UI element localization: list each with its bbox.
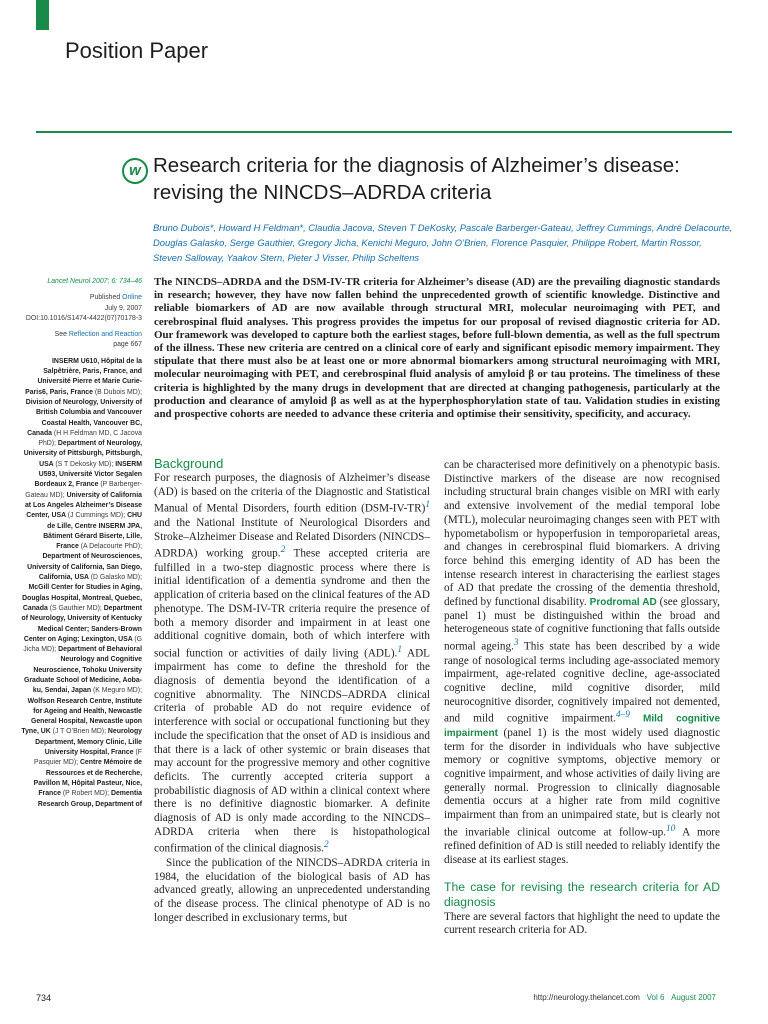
affiliation-list [20, 357, 142, 810]
affiliation-authors: (J T O’Brien MD); [52, 728, 108, 736]
term-mci[interactable]: Mild cognitive impairment [444, 714, 721, 739]
section-marker-bar [36, 0, 49, 30]
affiliation-institution: Department of Neurosciences, University of California, San Diego, California, USA [27, 553, 142, 582]
affiliation-authors: (B Dubois MD); [94, 388, 142, 396]
citation[interactable]: 10 [665, 823, 676, 834]
see-page: page 667 [113, 341, 142, 349]
online-first-icon: w [122, 158, 148, 184]
affiliation-institution: Department of Behavioral Neurology and Cognitive Neuroscience, Tohoku University Graduate School of Medicine, Aoba-ku, Sendai, Japan [23, 646, 142, 695]
affiliation-institution: Neurology Department, Memory Clinic, Lille University Hospital, France [35, 728, 142, 757]
paragraph-4: There are several factors that highlight the need to update the current research criteria for AD. [444, 910, 720, 937]
affiliation-institution: INSERM U593, Université Victor Segalen Bordeaux 2, France [34, 460, 142, 489]
affiliation-institution: University of California at Los Angeles Alzheimer’s Disease Center, USA [24, 491, 142, 520]
published-online: Published Online [89, 294, 142, 302]
body-column-right [444, 459, 720, 938]
affiliation-institution: Division of Neurology, University of British Columbia and Vancouver Coastal Health, Vancouver BC, Canada [25, 398, 142, 437]
affiliation-institution: McGill Center for Studies in Aging, Douglas Hospital, Montreal, Quebec, Canada [22, 584, 142, 612]
see-also: See Reflection and Reaction [54, 331, 142, 339]
paragraph-1: For research purposes, the diagnosis of Alzheimer’s disease (AD) is based on the criteria of the Diagnostic and Statistical Manual of Mental Disorders, fourth edition (DSM-IV-TR)$^1$ and the National Institute of Neurological Disorders and Stroke–Alzheimer Disease and Related Disorders (NINCDS–ADRDA) working group.$^2$ These accepted criteria are fulfilled in a two-step diagnostic process where there is initial identification of a dementia syndrome and then the application of criteria based on the clinical features of the AD phenotype. The DSM-IV-TR criteria require the presence of both a memory disorder and impairment in at least one additional cognitive domain, both of which interfere with social function or activities of daily living (ADL).$^1$ ADL impairment has come to define the threshold for the diagnosis of dementia beyond the identification of a cognitive abnormality. The NINCDS–ADRDA clinical criteria of probable AD do not require evidence of interference with social or occupational functioning but they include the specification that the onset of AD is insidious and that there is a lack of other systemic or brain diseases that may account for the progressive memory and other cognitive deficits. The currently accepted criteria support a probabilistic diagnosis of AD within a clinical context where there is no definitive diagnostic biomarker. A definite diagnosis of AD is only made according to the NINCDS–ADRDA criteria when there is histopathological confirmation of the clinical diagnosis.$^2$ [154, 472, 430, 856]
affiliation-authors: (S Gauthier MD); [49, 604, 104, 612]
paragraph-3: can be characterised more definitively on a phenotypic basis. Distinctive markers of the disease are now recognised including structural brain changes visible on MRI with early and extensive involvement of the medial temporal lobe (MTL), molecular neuroimaging changes seen with PET with hypometabolism or hypoperfusion in temporoparietal areas, and changes in cerebrospinal fluid biomarkers. A driving force behind this emerging identity of AD has been the intense research interest in characterising the earliest stages of AD that predate the crossing of the dementia threshold, defined by functional disability. Prodromal AD (see glossary, panel 1) must be distinguished within the broad and heterogeneous state of cognitive functioning that falls outside normal ageing.$^3$ This state has been described by a wide range of nosological terms including age-associated memory impairment, age-related cognitive decline, age-associated cognitive decline, mild cognitive disorder, mild neurocognitive disorder, cognitively impaired not demented, and mild cognitive impairment.$^{4-9}$ Mild cognitive impairment (panel 1) is the most widely used diagnostic term for the disorder in individuals who have subjective memory or cognitive symptoms, objective memory or cognitive impairment, and whose activities of daily living are generally normal. Progression to clinically diagnosable dementia occurs at a higher rate from mild cognitive impairment than from an unimpaired state, but is clearly not the invariable clinical outcome at follow-up.$^{10}$ A more refined definition of AD is still needed to reliably identify the disease at its earliest stages. [444, 459, 721, 866]
affiliation-authors: (D Galasko MD); [90, 574, 142, 582]
journal-reference: Lancet Neurol 2007; 6: 734–46 [47, 278, 142, 285]
affiliation-institution: CHU de Lille, Centre INSERM JPA, Bâtiment Gérard Biserte, Lille, France [43, 512, 142, 551]
affiliation-institution: Department of Neurology, University of Kentucky Medical Center; Sanders-Brown Center on Aging; Lexington, USA [21, 604, 142, 643]
page-number: 734 [36, 993, 52, 1003]
affiliation-authors: (G Jicha MD); [23, 635, 142, 654]
citation[interactable]: 3 [513, 638, 519, 649]
affiliation-institution: Department of Neurology, University of Pittsburgh, Pittsburgh, USA [23, 440, 142, 468]
affiliation-authors: (F Pasquier MD); [34, 749, 142, 767]
article-sidebar [20, 277, 142, 810]
affiliation-authors: (P Robert MD); [62, 790, 111, 798]
author-list[interactable]: Bruno Dubois*, Howard H Feldman*, Claudia Jacova, Steven T DeKosky, Pascale Barberger-Gateau, Jeffrey Cummings, André Delacourte, Douglas Galasko, Serge Gauthier, Gregory Jicha, Kenichi Meguro, John O’Brien, Florence Pasquier, Philippe Robert, Martin Rossor, Steven Salloway, Yaakov Stern, Pieter J Visser, Philip Scheltens [153, 222, 733, 263]
affiliation-authors: (H H Feldman MD, C Jacova PhD); [38, 429, 142, 448]
reflection-link[interactable]: Reflection and Reaction [68, 331, 142, 339]
citation[interactable]: 4–9 [615, 710, 630, 721]
background-heading: Background [154, 456, 224, 471]
article-title: Research criteria for the diagnosis of Alzheimer’s disease: revising the NINCDS–ADRDA criteria [153, 154, 680, 204]
doi[interactable]: DOI:10.1016/S1474-4422(07)70178-3 [25, 314, 142, 322]
section-label: Position Paper [65, 38, 209, 63]
affiliation-authors: (S T Dekosky MD); [55, 460, 116, 468]
affiliation-institution: Centre Mémoire de Ressources et de Recherche, Pavillon M, Hôpital Pasteur, Nice, France [33, 759, 142, 798]
journal-url[interactable]: http://neurology.thelancet.com [533, 993, 640, 1002]
affiliation-authors: (P Barberger-Gateau MD); [25, 481, 142, 499]
affiliation-authors: (A Delacourte PhD); [80, 543, 142, 551]
footer-info: http://neurology.thelancet.com Vol 6 August 2007 [533, 993, 716, 1002]
affiliation-institution: INSERM U610, Hôpital de la Salpêtrière, Paris, France, and Université Pierre et Marie Curie-Paris6, Paris, France [25, 357, 142, 396]
body-column-left [154, 456, 430, 925]
abstract: The NINCDS–ADRDA and the DSM-IV-TR criteria for Alzheimer’s disease (AD) are the prevailing diagnostic standards in research; however, they have now fallen behind the unprecedented growth of scientific knowledge. Distinctive and reliable biomarkers of AD are now available through structural MRI, molecular neuroimaging with PET, and cerebrospinal fluid analyses. This progress provides the impetus for our proposal of revised diagnostic criteria for AD. Our framework was developed to capture both the earliest stages, before full-blown dementia, as well as the full spectrum of the illness. These new criteria are centred on a clinical core of early and significant episodic memory impairment. They stipulate that there must also be at least one or more abnormal biomarkers among structural neuroimaging with MRI, molecular neuroimaging with PET, and cerebrospinal fluid analysis of amyloid β or tau proteins. The timeliness of these criteria is highlighted by the many drugs in development that are directed at changing pathogenesis, particularly at the production and clearance of amyloid β as well as at the hyperphosphorylation state of tau. Validation studies in existing and prospective cohorts are needed to advance these criteria and optimise their sensitivity, specificity, and accuracy. [154, 276, 720, 421]
affiliation-authors: (J Cummings MD); [67, 512, 128, 520]
term-prodromal-ad[interactable]: Prodromal AD [589, 597, 657, 609]
affiliation-institution: Wolfson Research Centre, Institute for Ageing and Health, Newcastle General Hospital, Newcastle upon Tyne, UK [21, 697, 142, 736]
published-date: July 9, 2007 [104, 304, 142, 312]
citation[interactable]: 2 [323, 840, 329, 851]
header-rule [36, 131, 732, 133]
affiliation-authors: (K Meguro MD); [92, 687, 142, 695]
affiliation-institution: Dementia Research Group, Department of [37, 790, 142, 808]
citation[interactable]: 1 [425, 500, 430, 511]
paragraph-2: Since the publication of the NINCDS–ADRDA criteria in 1984, the elucidation of the biological basis of AD has advanced greatly, allowing an unprecedented understanding of the disease process. The clinical phenotype of AD is no longer described in exclusionary terms, but [154, 856, 430, 924]
citation[interactable]: 2 [280, 545, 286, 556]
case-heading: The case for revising the research criteria for AD diagnosis [444, 879, 720, 909]
citation[interactable]: 1 [397, 644, 403, 655]
